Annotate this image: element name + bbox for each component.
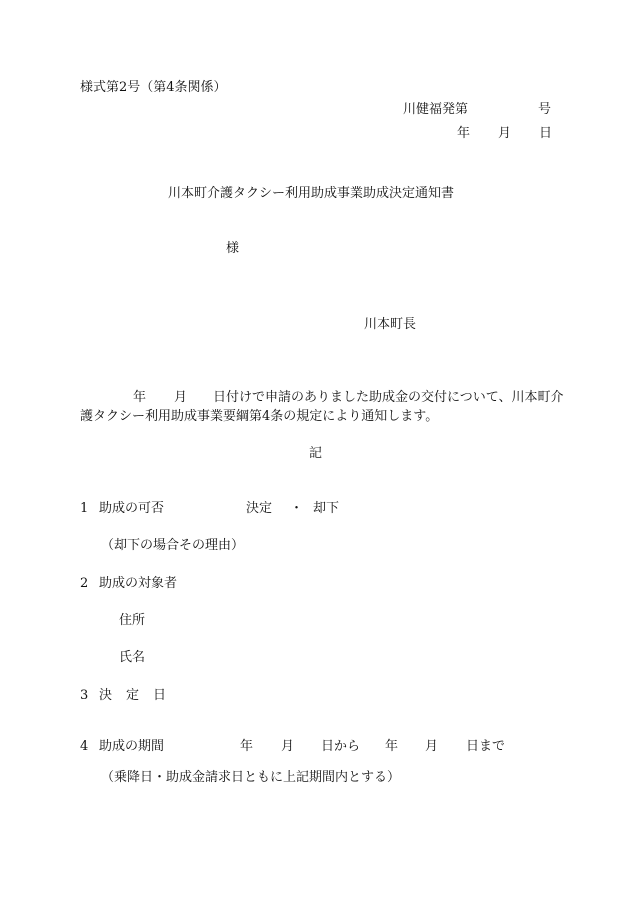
item2-name-label: 氏名 bbox=[119, 650, 146, 665]
date-year: 年 bbox=[457, 126, 471, 141]
sender: 川本町長 bbox=[364, 317, 417, 332]
doc-number-suffix: 号 bbox=[538, 102, 552, 117]
item4-to-year: 年 bbox=[385, 739, 399, 754]
date-month: 月 bbox=[498, 126, 512, 141]
item4-from-day: 日から bbox=[321, 739, 361, 754]
item4-from-month: 月 bbox=[281, 739, 295, 754]
ki-mark: 記 bbox=[309, 446, 323, 461]
item2-label: 助成の対象者 bbox=[99, 576, 178, 591]
body-month: 月 bbox=[174, 390, 188, 405]
item3-label-1: 決 bbox=[99, 688, 113, 703]
body-line1: 日付けで申請のありました助成金の交付について、川本町介 bbox=[213, 390, 564, 405]
item4-label: 助成の期間 bbox=[99, 739, 165, 754]
addressee-suffix: 様 bbox=[226, 241, 240, 256]
doc-number-prefix: 川健福発第 bbox=[403, 102, 469, 117]
item3-label-3: 日 bbox=[153, 688, 167, 703]
body-year: 年 bbox=[133, 390, 147, 405]
item4-to-day: 日まで bbox=[466, 739, 506, 754]
item1-number: 1 bbox=[80, 501, 89, 516]
document-title: 川本町介護タクシー利用助成事業助成決定通知書 bbox=[168, 186, 455, 201]
item1-option-reject: 却下 bbox=[313, 501, 340, 516]
item3-label-2: 定 bbox=[126, 688, 140, 703]
date-day: 日 bbox=[539, 126, 553, 141]
item4-note: （乗降日・助成金請求日ともに上記期間内とする） bbox=[101, 770, 401, 785]
item4-number: 4 bbox=[80, 739, 89, 754]
item1-option-approve: 決定 bbox=[246, 501, 273, 516]
item4-to-month: 月 bbox=[425, 739, 439, 754]
item3-number: 3 bbox=[80, 688, 89, 703]
item1-note: （却下の場合その理由） bbox=[101, 538, 245, 553]
form-number: 様式第2号（第4条関係） bbox=[80, 80, 227, 95]
item4-from-year: 年 bbox=[240, 739, 254, 754]
item2-address-label: 住所 bbox=[119, 613, 146, 628]
item2-number: 2 bbox=[80, 576, 89, 591]
item1-label: 助成の可否 bbox=[99, 501, 165, 516]
body-line2: 護タクシー利用助成事業要綱第4条の規定により通知します。 bbox=[80, 409, 439, 424]
item1-separator: ・ bbox=[290, 501, 304, 516]
